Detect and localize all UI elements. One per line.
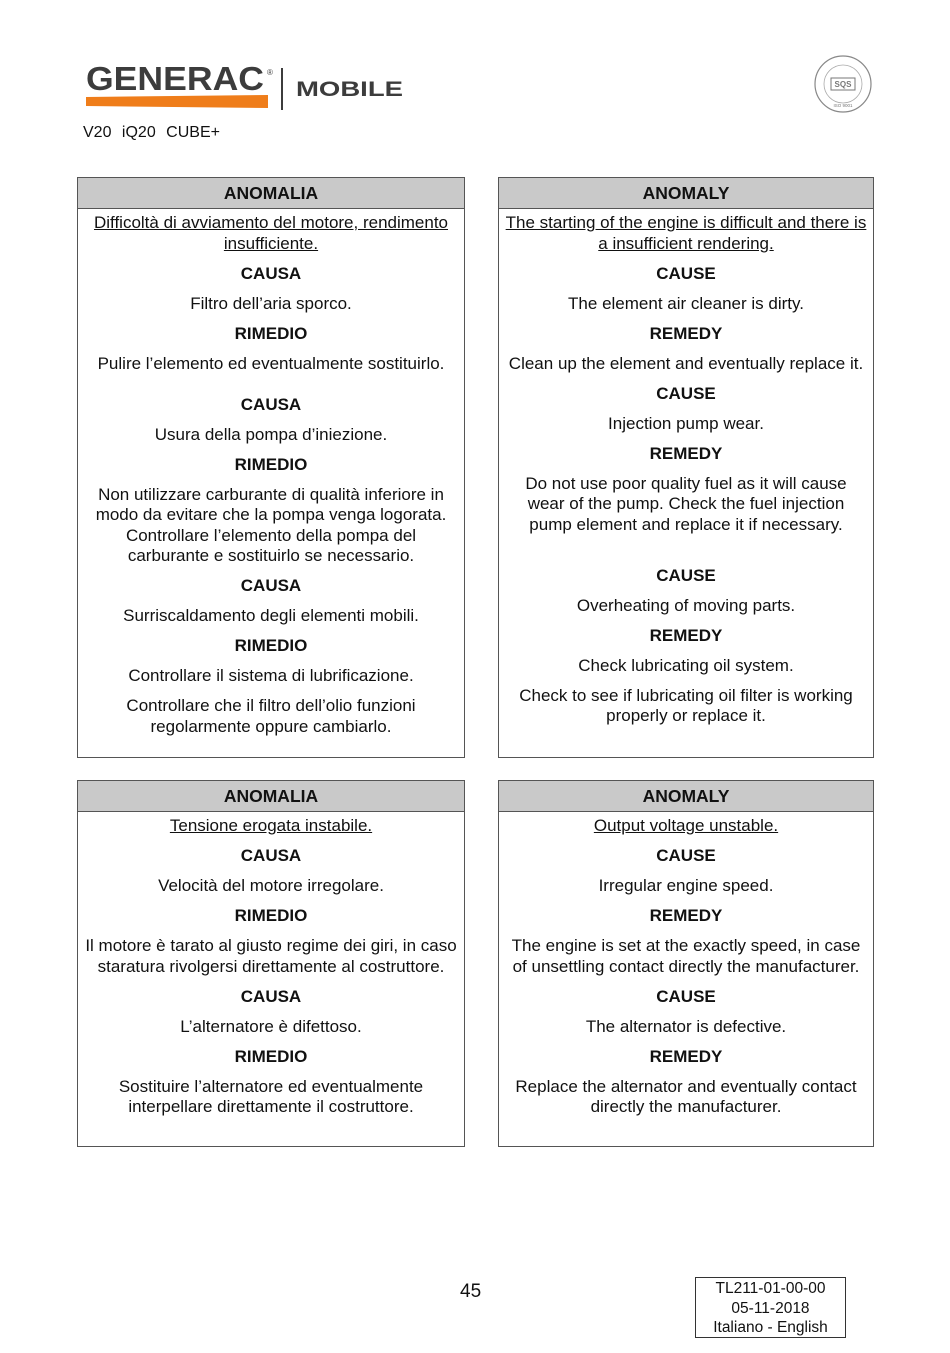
cause-text: Irregular engine speed. [598, 876, 774, 895]
remedy-label: RIMEDIO [234, 906, 308, 925]
anomaly-box-2-it [77, 780, 465, 1147]
remedy-label: RIMEDIO [234, 454, 308, 474]
remedy-label: REMEDY [649, 906, 723, 925]
remedy-label: REMEDY [649, 1046, 723, 1066]
doc-date: 05-11-2018 [731, 1299, 810, 1317]
anomaly-title: Output voltage unstable. [593, 816, 779, 835]
model-list: V20 iQ20 CUBE+ [83, 124, 220, 141]
remedy-text: Do not use poor quality fuel as it will cause wear of the pump. Check the fuel injection pump element and replace it if necessary. [525, 473, 847, 534]
cause-text: The element air cleaner is dirty. [568, 293, 804, 313]
logo-divider [281, 68, 283, 110]
anomaly-title: Difficoltà di avviamento del motore, rendimento insufficiente. [93, 213, 449, 253]
remedy-text: Clean up the element and eventually replace it. [508, 353, 864, 373]
document-reference [695, 1277, 846, 1338]
box-header: ANOMALIA [78, 178, 464, 209]
anomaly-title: Tensione erogata instabile. [169, 816, 373, 835]
cause-label: CAUSE [656, 383, 716, 403]
anomaly-box-1-it [77, 177, 465, 758]
remedy-text: Replace the alternator and eventually contact directly the manufacturer. [515, 1076, 857, 1116]
remedy-text: Non utilizzare carburante di qualità inferiore in modo da evitare che la pompa venga logorata. Controllare l’elemento della pompa del carburante e sostituirlo se necessario. [95, 484, 447, 565]
cause-label: CAUSE [656, 565, 716, 585]
cause-text: Filtro dell’aria sporco. [190, 293, 352, 313]
remedy-label: RIMEDIO [234, 636, 308, 655]
cause-text: Overheating of moving parts. [576, 595, 796, 615]
cause-text: Velocità del motore irregolare. [158, 876, 384, 895]
svg-text:SQS: SQS [834, 80, 852, 89]
remedy-text: Controllare il sistema di lubrificazione. [128, 666, 414, 685]
anomaly-title: The starting of the engine is difficult and there is a insufficient rendering. [505, 213, 867, 253]
box-header: ANOMALY [499, 178, 873, 209]
remedy-label: REMEDY [649, 625, 723, 645]
box-header: ANOMALY [499, 781, 873, 812]
logo-orange-swoosh [86, 95, 268, 108]
remedy-label: RIMEDIO [234, 1046, 308, 1066]
logo-sub-text: MOBILE [296, 78, 403, 101]
remedy-text: Il motore è tarato al giusto regime dei giri, in caso staratura rivolgersi direttamente al costruttore. [85, 936, 457, 976]
cause-label: CAUSA [240, 394, 302, 414]
remedy-label: REMEDY [649, 323, 723, 343]
page-number: 45 [460, 1281, 482, 1302]
cause-text: Usura della pompa d’iniezione. [154, 424, 388, 444]
svg-text:ISO 9001: ISO 9001 [833, 103, 853, 108]
doc-language: Italiano - English [713, 1319, 828, 1336]
remedy-text: Check lubricating oil system. [578, 655, 794, 675]
cause-text: L’alternatore è difettoso. [180, 1016, 362, 1036]
cause-label: CAUSE [656, 986, 716, 1006]
cause-label: CAUSE [656, 846, 716, 865]
generac-mobile-logo [86, 62, 416, 118]
cause-text: Surriscaldamento degli elementi mobili. [123, 606, 419, 625]
cause-text: The alternator is defective. [585, 1016, 787, 1036]
cause-label: CAUSA [240, 846, 302, 865]
remedy-label: REMEDY [649, 443, 723, 463]
anomaly-box-2-en [498, 780, 874, 1147]
remedy-extra-text: Check to see if lubricating oil filter is working properly or replace it. [519, 685, 853, 725]
logo-brand-text: GENERAC [86, 62, 264, 97]
cause-label: CAUSA [240, 986, 302, 1006]
remedy-text: Pulire l’elemento ed eventualmente sostituirlo. [97, 353, 445, 373]
remedy-text: Sostituire l’alternatore ed eventualmente interpellare direttamente il costruttore. [118, 1076, 424, 1116]
remedy-text: The engine is set at the exactly speed, in case of unsettling contact directly the manufacturer. [511, 936, 861, 976]
cause-label: CAUSE [656, 263, 716, 283]
remedy-label: RIMEDIO [234, 323, 308, 343]
svg-text:®: ® [267, 68, 273, 77]
anomaly-box-1-en [498, 177, 874, 758]
certification-seal-icon [813, 54, 873, 114]
cause-label: CAUSA [240, 263, 302, 283]
page-header [0, 0, 950, 170]
remedy-extra-text: Controllare che il filtro dell’olio funzioni regolarmente oppure cambiarlo. [126, 696, 416, 736]
box-header: ANOMALIA [78, 781, 464, 812]
cause-text: Injection pump wear. [608, 413, 764, 433]
cause-label: CAUSA [240, 576, 302, 595]
doc-code: TL211-01-00-00 [715, 1280, 826, 1297]
